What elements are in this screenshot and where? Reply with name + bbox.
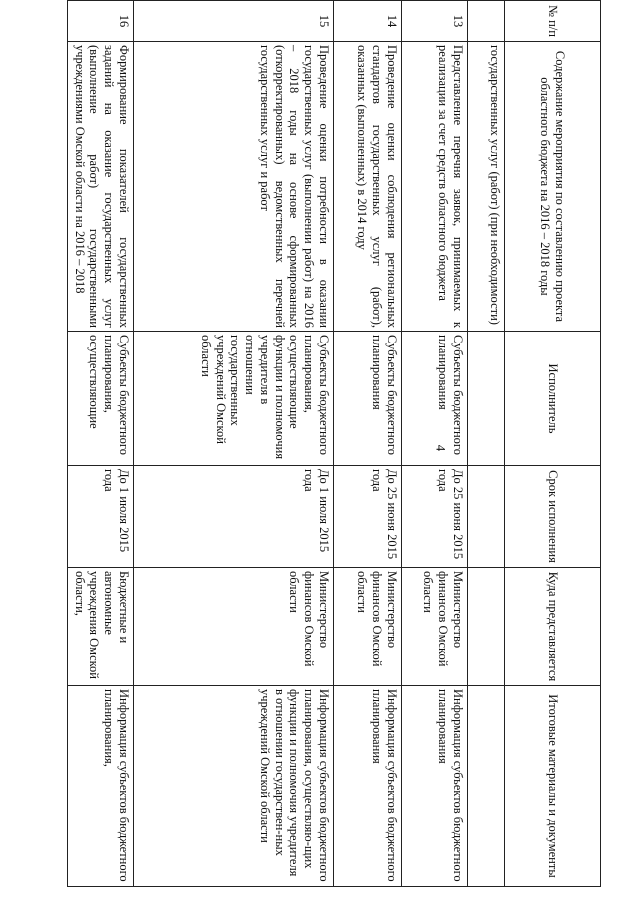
table-row	[402, 1, 468, 887]
row-num	[468, 1, 505, 42]
row-result: Информация субъектов бюджетного планирования,	[68, 686, 134, 887]
row-deadline: До 25 июня 2015 года	[402, 466, 468, 568]
row-content: Проведение оценки соблюдения региональных стандартов государственных услуг (работ), оказанных (выполненных) в 2014 году	[334, 42, 402, 332]
table-row	[134, 1, 334, 887]
header-row	[505, 1, 601, 887]
row-content: государственных услуг (работ) (при необходимости)	[468, 42, 505, 332]
row-recipient	[468, 568, 505, 686]
header-result: Итоговые материалы и документы	[505, 686, 601, 887]
row-executor: Субъекты бюджетного планирования, осуществляющие функции и полномочия учредителя в отношении государственных учреждений Омской области	[134, 332, 334, 466]
row-result: Информация субъектов бюджетного планирования, осуществляю-щих функции и полномочия учредителя в отношении государствен-ных учреждений Омской области	[134, 686, 334, 887]
row-recipient: Бюджетные и автономные учреждения Омской области,	[68, 568, 134, 686]
row-deadline: До 1 июля 2015 года	[134, 466, 334, 568]
row-recipient: Министерство финансов Омской области	[402, 568, 468, 686]
row-num: 13	[402, 1, 468, 42]
table-row	[468, 1, 505, 887]
row-executor	[468, 332, 505, 466]
row-executor: Субъекты бюджетного планирования, осуществляющие	[68, 332, 134, 466]
row-content: Представление перечня заявок, принимаемых к реализации за счет средств областного бюджета	[402, 42, 468, 332]
row-num: 15	[134, 1, 334, 42]
header-content: Содержание мероприятия по составлению проекта областного бюджета на 2016 – 2018 годы	[505, 42, 601, 332]
header-num: № п/п	[505, 1, 601, 42]
row-deadline: До 25 июня 2015 года	[334, 466, 402, 568]
row-num: 16	[68, 1, 134, 42]
row-executor: Субъекты бюджетного планирования	[402, 332, 468, 466]
page-number: 4	[433, 444, 449, 452]
row-content: Формирование показателей государственных заданий на оказание государственных услуг (выполнение работ) государственными учреждениями Омской области на 2016 – 2018	[68, 42, 134, 332]
header-executor: Исполнитель	[505, 332, 601, 466]
header-recipient: Куда представляется	[505, 568, 601, 686]
schedule-table	[67, 0, 601, 887]
row-num: 14	[334, 1, 402, 42]
row-deadline: До 1 июля 2015 года	[68, 466, 134, 568]
row-result: Информация субъектов бюджетного планирования	[334, 686, 402, 887]
table-row	[68, 1, 134, 887]
row-deadline	[468, 466, 505, 568]
row-recipient: Министерство финансов Омской области	[334, 568, 402, 686]
rotated-page	[72, 0, 601, 905]
row-executor: Субъекты бюджетного планирования	[334, 332, 402, 466]
table-row	[334, 1, 402, 887]
header-deadline: Срок исполнения	[505, 466, 601, 568]
row-recipient: Министерство финансов Омской области	[134, 568, 334, 686]
row-content: Проведение оценки потребности в оказании государственных услуг (выполнении работ) на 2016 – 2018 годы на основе сформированных (откорректированных) ведомственных перечней государственных услуг и работ	[134, 42, 334, 332]
row-result: Информация субъектов бюджетного планирования	[402, 686, 468, 887]
row-result	[468, 686, 505, 887]
